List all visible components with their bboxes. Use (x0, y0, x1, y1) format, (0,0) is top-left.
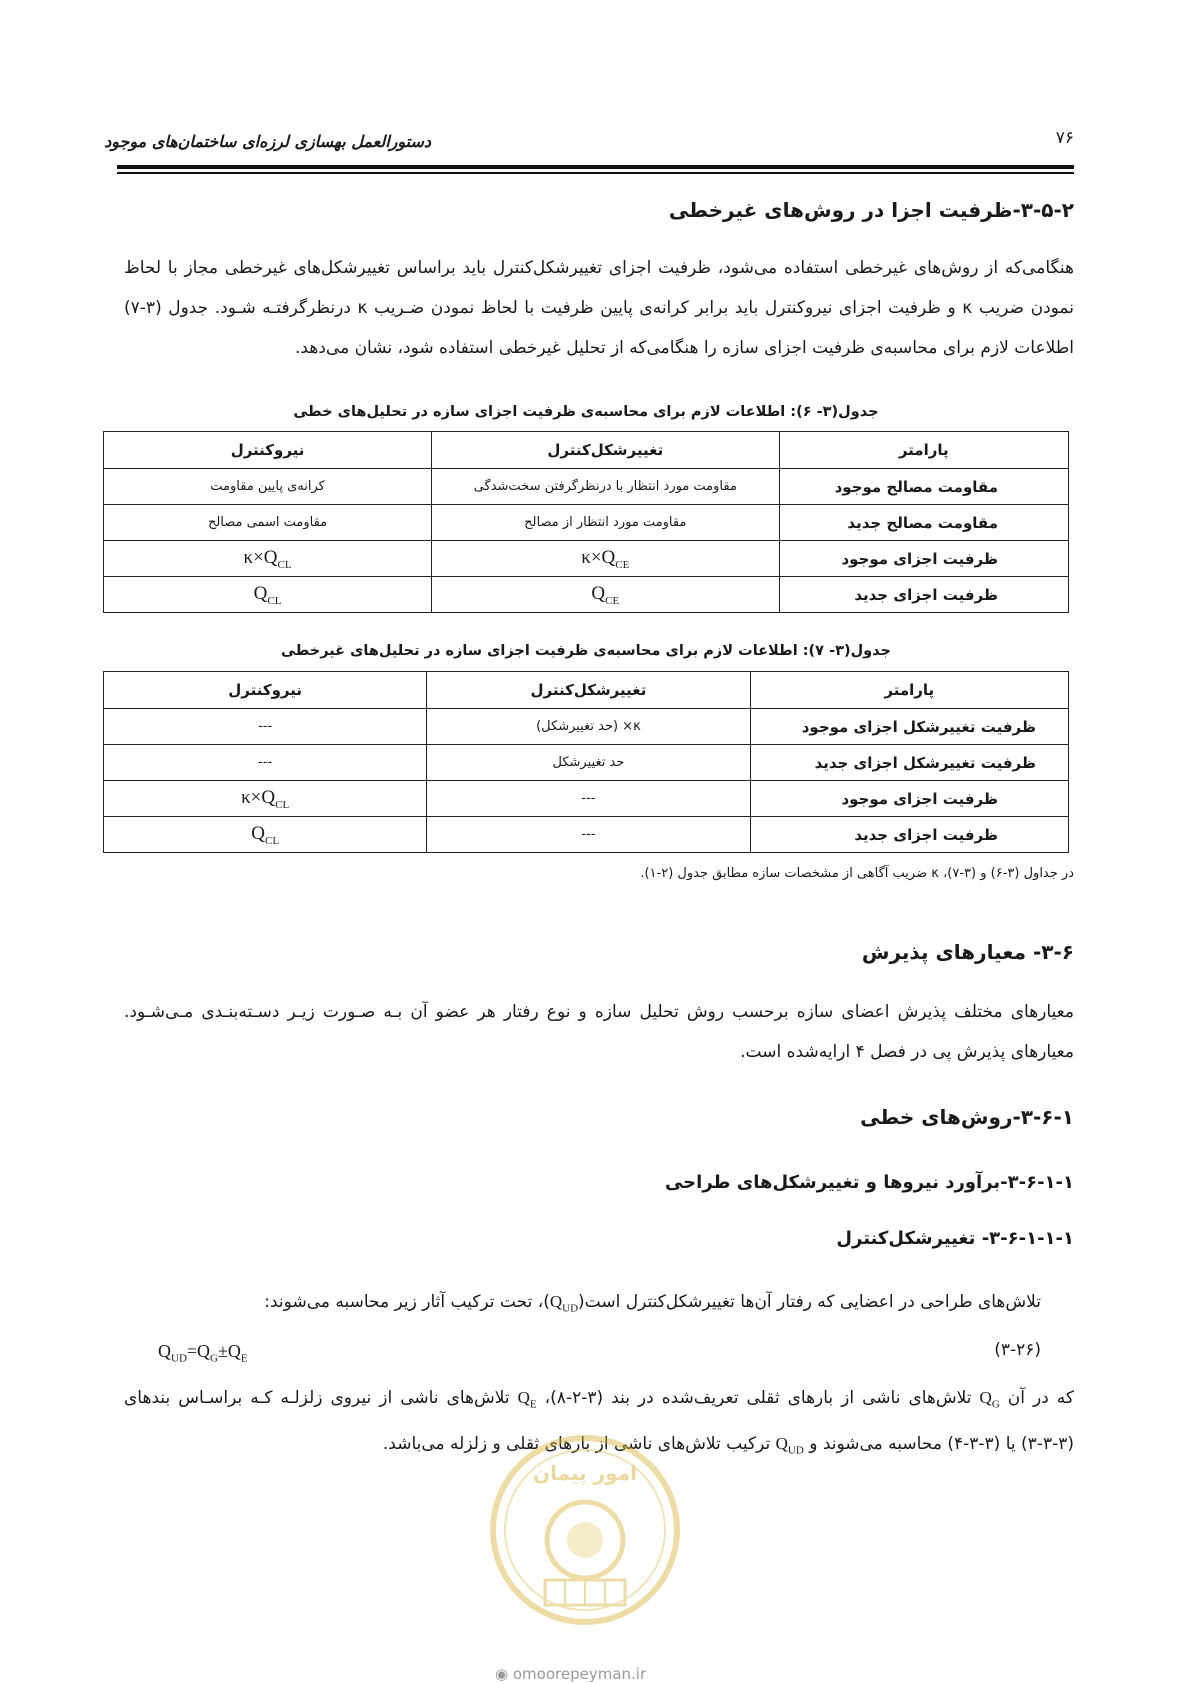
table-param-cell: ظرفیت تغییرشکل اجزای موجود (750, 709, 1068, 745)
section-heading-acceptance-criteria: ۳-۶- معیارهای پذیرش (861, 940, 1074, 964)
table-cell: مقاومت اسمی مصالح (104, 505, 432, 541)
table-row (104, 745, 1069, 781)
table-param-cell: ظرفیت اجزای موجود (750, 781, 1068, 817)
table-row (104, 541, 1069, 577)
table-cell: --- (427, 781, 750, 817)
paragraph-definitions: که در آن $Q_G$ تلاش‌های ناشی از بارهای ثقلی تعریف‌شده در بند (۳-۲-۸)، $Q_E$ تلاش‌های ناشی از نیروی زلزلـه کـه براسـاس بندهای (۳-۳-۳) یا (۳-۳-۴) محاسبه می‌شوند و $Q_{UD}$ ترکیب تلاش‌های ناشی از بارهای ثقلی و زلزله می‌باشد. (124, 1388, 1075, 1457)
table-3-7-caption: جدول(۳- ۷): اطلاعات لازم برای محاسبه‌ی ظرفیت اجزای سازه در تحلیل‌های غیرخطی (280, 643, 892, 659)
table-formula-cell: $Q_{CE}$ (432, 577, 779, 613)
table-formula-cell: $Q_{CL}$ (104, 577, 432, 613)
table-row (104, 817, 1069, 853)
table-3-6-caption: جدول(۳- ۶): اطلاعات لازم برای محاسبه‌ی ظرفیت اجزای سازه در تحلیل‌های خطی (293, 404, 879, 420)
table-param-cell: مقاومت مصالح جدید (779, 505, 1069, 541)
paragraph-design-actions: تلاش‌های طراحی در اعضایی که رفتار آن‌ها تغییرشکل‌کنترل $است(Q_{UD})،$ تحت ترکیب آثار زیر محاسبه می‌شوند: (264, 1292, 1041, 1315)
section-heading-nonlinear-capacity: ۳-۵-۲-ظرفیت اجزا در روش‌های غیرخطی (668, 198, 1074, 222)
table-formula-cell: $Q_{CL}$ (104, 817, 427, 853)
table-cell: --- (104, 709, 427, 745)
table-cell: مقاومت مورد انتظار با درنظرگرفتن سخت‌شدگی (432, 469, 779, 505)
table-row (104, 709, 1069, 745)
table-cell: --- (427, 817, 750, 853)
table-header-cell: نیروکنترل (104, 432, 432, 469)
table-param-cell: ظرفیت اجزای موجود (779, 541, 1069, 577)
table-header-cell: تغییرشکل‌کنترل (427, 672, 750, 709)
table-param-cell: ظرفیت تغییرشکل اجزای جدید (750, 745, 1068, 781)
table-header-row (104, 672, 1069, 709)
header-rule-thick (117, 165, 1074, 169)
equation-number: (۳-۲۶) (994, 1340, 1041, 1360)
table-cell: حد تغییرشکل (427, 745, 750, 781)
paragraph-nonlinear-capacity: هنگامی‌که از روش‌های غیرخطی استفاده می‌شود، ظرفیت اجزای تغییرشکل‌کنترل باید براساس تغییرشکل‌های غیرخطی مجاز با لحاظ نمودن ضریب κ و ظرفیت اجزای نیروکنترل باید برابر کرانه‌ی پایین ظرفیت با لحاظ نمودن ضـریب κ درنظرگرفتـه شـود. جدول (۳-۷) اطلاعات لازم برای محاسبه‌ی ظرفیت اجزای سازه را هنگامی‌که از تحلیل غیرخطی استفاده شود، نشان می‌دهد. (124, 258, 1074, 358)
table-formula-cell: $\kappa\times Q_{CL}$ (104, 541, 432, 577)
table-footnote: در جداول (۳-۶) و (۳-۷)، κ ضریب آگاهی از مشخصات سازه مطابق جدول (۲-۱). (640, 866, 1074, 881)
table-3-7 (103, 671, 1069, 853)
table-row (104, 469, 1069, 505)
table-param-cell: مقاومت مصالح موجود (779, 469, 1069, 505)
table-row (104, 505, 1069, 541)
table-formula-cell: $\kappa\times Q_{CE}$ (432, 541, 779, 577)
table-header-row (104, 432, 1069, 469)
running-header-title: دستورالعمل بهسازی لرزه‌ای ساختمان‌های موجود (104, 132, 431, 151)
equation-3-26: $Q_{UD}=Q_G\pm Q_E$ (158, 1341, 248, 1365)
subsection-heading-design-forces: ۳-۶-۱-۱-برآورد نیروها و تغییرشکل‌های طراحی (664, 1172, 1074, 1193)
paragraph-acceptance-criteria: معیارهای مختلف پذیرش اعضای سازه برحسب روش تحلیل سازه و نوع رفتار هر عضو آن بـه صـورت زیـر دسـته‌بنـدی مـی‌شـود. معیارهای پذیرش پی در فصل ۴ ارایه‌شده است. (124, 1002, 1074, 1062)
table-header-cell: تغییرشکل‌کنترل (432, 432, 779, 469)
table-cell: --- (104, 745, 427, 781)
subsection-heading-deformation-controlled: ۳-۶-۱-۱-۱- تغییرشکل‌کنترل (836, 1228, 1074, 1249)
table-cell: κ× (حد تغییرشکل) (427, 709, 750, 745)
table-param-cell: ظرفیت اجزای جدید (750, 817, 1068, 853)
table-cell: کرانه‌ی پایین مقاومت (104, 469, 432, 505)
header-rule-thin (117, 172, 1074, 174)
table-param-cell: ظرفیت اجزای جدید (779, 577, 1069, 613)
table-cell: مقاومت مورد انتظار از مصالح (432, 505, 779, 541)
table-row (104, 781, 1069, 817)
page-number: ۷۶ (1055, 128, 1074, 148)
table-row (104, 577, 1069, 613)
table-3-6 (103, 431, 1069, 613)
table-header-cell: نیروکنترل (104, 672, 427, 709)
table-header-cell: پارامتر (750, 672, 1068, 709)
watermark-url: ◉ omoorepeyman.ir (495, 1665, 647, 1683)
table-formula-cell: $\kappa\times Q_{CL}$ (104, 781, 427, 817)
watermark-emblem (485, 1430, 685, 1630)
section-heading-linear-methods: ۳-۶-۱-روش‌های خطی (860, 1105, 1074, 1129)
table-header-cell: پارامتر (779, 432, 1069, 469)
watermark-emblem-text: امور پیمان (533, 1461, 637, 1485)
